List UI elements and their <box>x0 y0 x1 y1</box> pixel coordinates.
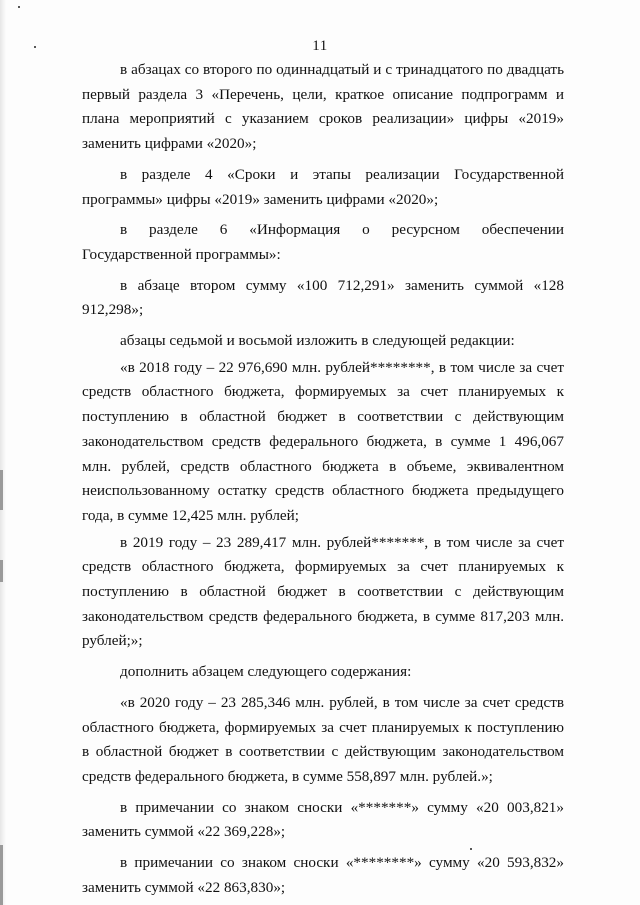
scan-speck <box>18 6 20 8</box>
paragraph-footnote-8-stars: в примечании со знаком сноски «********» сумму «20 593,832» заменить суммой «22 863,830»; <box>82 854 564 896</box>
paragraph-replace-total-sum: в абзаце втором сумму «100 712,291» заменить суммой «128 912,298»; <box>82 276 564 319</box>
paragraph-section4-digits: в разделе 4 «Сроки и этапы реализации Государственной программы» цифры «2019» заменить цифрами «2020»; <box>82 165 564 208</box>
paragraph-year-2019: в 2019 году – 23 289,417 млн. рублей*******, в том числе за счет средств областного бюджета, формируемых за счет планируемых к поступлению в областной бюджет в соответствии с действующим законодательством средств федерального бюджета, в сумме 817,203 млн. рублей;»; <box>82 533 564 650</box>
scan-edge-shadow <box>0 0 6 905</box>
scan-edge-mark <box>0 470 3 510</box>
paragraph-section6-intro: в разделе 6 «Информация о ресурсном обеспечении Государственной программы»: <box>82 221 564 263</box>
paragraph-footnote-7-stars: в примечании со знаком сноски «*******» сумму «20 003,821» заменить суммой «22 369,228»; <box>82 798 564 841</box>
scan-edge-mark <box>0 845 3 905</box>
paragraph-year-2020: «в 2020 году – 23 285,346 млн. рублей, в том числе за счет средств областного бюджета, формируемых за счет планируемых к поступлению в областной бюджет в соответствии с действующим законодательством средств федерального бюджета, в сумме 558,897 млн. рублей.»; <box>82 693 564 785</box>
page-number: 11 <box>312 38 328 54</box>
paragraph-restate-intro: абзацы седьмой и восьмой изложить в следующей редакции: <box>120 332 515 350</box>
paragraph-year-2018: «в 2018 году – 22 976,690 млн. рублей********, в том числе за счет средств областного бюджета, формируемых за счет планируемых к поступлению в областной бюджет в соответствии с действующим законодательством средств федерального бюджета, в сумме 1 496,067 млн. рублей, средств областного бюджета в объеме, эквивалентном неиспользованному остатку средств областного бюджета предыдущего года, в сумме 12,425 млн. рублей; <box>82 358 564 524</box>
scan-edge-mark <box>0 560 3 582</box>
paragraph-add-intro: дополнить абзацем следующего содержания: <box>120 663 412 681</box>
paragraph-section3-digits: в абзацах со второго по одиннадцатый и с тринадцатого по двадцать первый раздела 3 «Перечень, цели, краткое описание подпрограмм и плана мероприятий с указанием сроков реализации» цифры «2019» заменить цифрами «2020»; <box>82 61 564 153</box>
document-body <box>82 58 564 901</box>
